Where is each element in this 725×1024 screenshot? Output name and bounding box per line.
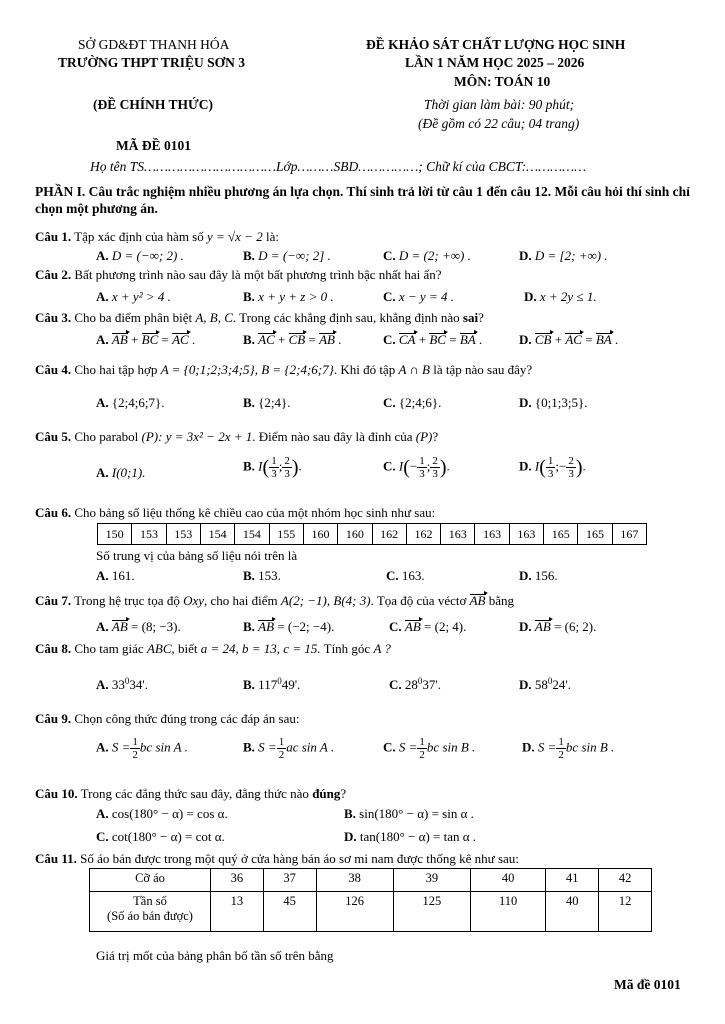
q6-subtext: Số trung vị của bảng số liệu nói trên là [96, 548, 298, 563]
school-name [58, 55, 245, 71]
q2-options [96, 289, 676, 305]
question-9 [35, 711, 695, 727]
q6-data-cell: 165 [578, 524, 612, 545]
q7-option-a[interactable]: A. AB = (8; −3). [96, 619, 181, 634]
q8-label: Câu 8. [35, 641, 72, 656]
q5-text-pre: Cho parabol [74, 429, 139, 444]
q11-size-cell: 42 [599, 869, 652, 892]
q4-text-pre: Cho hai tập hợp [74, 362, 158, 377]
q2-label: Câu 2. [35, 267, 72, 282]
q8-text-pre: Cho tam giác [74, 641, 144, 656]
q5-option-b[interactable]: B. I( $\frac{1}{3}$ ; $\frac{2}{3}$ ). [243, 455, 302, 480]
q11-size-cell: 36 [211, 869, 264, 892]
exam-subject: MÔN: TOÁN 10 [454, 74, 551, 89]
q11-size-header: Cỡ áo [90, 869, 211, 892]
q6-options [96, 568, 676, 584]
q4-text-mid: . Khi đó tập [333, 362, 396, 377]
q9-option-a[interactable]: A. S = $\frac{1}{2}$ bc sin A . [96, 736, 188, 761]
q11-frequency-row [90, 892, 652, 932]
q8-text-mid: , biết [171, 641, 198, 656]
q11-size-cell: 38 [316, 869, 393, 892]
q6-data-cell: 162 [372, 524, 406, 545]
q11-frequency-cell: 13 [211, 892, 264, 932]
q3-option-d[interactable]: D. CB + AC = BA . [519, 332, 619, 347]
q10-option-c[interactable]: C. cot(180° − α) = cot α. [96, 829, 225, 844]
question-3 [35, 310, 695, 326]
q7-points: A(2; −1), B(4; 3) [280, 593, 371, 608]
q2-option-b[interactable]: B. x + y + z > 0 . [243, 289, 334, 304]
q6-data-cell: 163 [475, 524, 509, 545]
q5-parabola: (P): y = 3x² − 2x + 1 [141, 429, 253, 444]
q11-frequency-cell: 110 [470, 892, 545, 932]
q7-vector: AB [469, 593, 486, 608]
q9-option-d[interactable]: D. S = $\frac{1}{2}$ bc sin B . [522, 736, 615, 761]
q5-option-a[interactable]: A. I(0;1). [96, 465, 146, 480]
q5-option-d[interactable]: D. I( $\frac{1}{3}$ ;− $\frac{2}{3}$ ). [519, 455, 586, 480]
q8-option-d[interactable]: D. $58^024'$. [519, 676, 571, 692]
q3-option-a[interactable]: A. AB + BC = AC . [96, 332, 196, 347]
q6-option-b[interactable]: B. 153. [243, 568, 281, 583]
q5-text-mid: . Điểm nào sau đây là đỉnh của [252, 429, 413, 444]
q6-data-cell: 163 [441, 524, 475, 545]
q9-label: Câu 9. [35, 711, 72, 726]
q2-text: Bất phương trình nào sau đây là một bất phương trình bậc nhất hai ẩn? [74, 267, 442, 282]
q11-frequency-cell: 126 [316, 892, 393, 932]
q6-data-cell: 167 [612, 524, 646, 545]
q4-sets: A = {0;1;2;3;4;5}, B = {2;4;6;7} [160, 362, 334, 377]
q1-tail: là: [265, 229, 279, 244]
q4-intersection: A ∩ B [398, 362, 430, 377]
q6-data-cell: 153 [132, 524, 166, 545]
q5-text-post: ? [432, 429, 439, 444]
q4-label: Câu 4. [35, 362, 72, 377]
q3-option-c[interactable]: C. CA + BC = BA . [383, 332, 483, 347]
q3-emphasis: sai [462, 310, 479, 325]
q7-system: Oxy [183, 593, 205, 608]
q10-options-row1 [96, 806, 676, 822]
q3-options [96, 332, 676, 348]
q8-triangle: ABC [146, 641, 172, 656]
q6-data-table [97, 523, 647, 545]
exam-title: ĐỀ KHẢO SÁT CHẤT LƯỢNG HỌC SINH [366, 37, 626, 52]
q7-option-c[interactable]: C. AB = (2; 4). [389, 619, 467, 634]
q9-option-c[interactable]: C. S = $\frac{1}{2}$ bc sin B . [383, 736, 476, 761]
q10-emphasis: đúng [312, 786, 341, 801]
q1-option-a[interactable]: A. D = (−∞; 2) . [96, 248, 184, 263]
q4-option-a[interactable]: A. {2;4;6;7}. [96, 395, 165, 410]
q5-options [96, 455, 676, 481]
q6-option-d[interactable]: D. 156. [519, 568, 558, 583]
q1-option-b[interactable]: B. D = (−∞; 2] . [243, 248, 331, 263]
q11-subtext: Giá trị mốt của bảng phân bố tần số trên bằng [96, 948, 334, 963]
q8-option-c[interactable]: C. $28^037'$. [389, 676, 441, 692]
q11-frequency-cell: 125 [393, 892, 470, 932]
q5-option-c[interactable]: C. I(− $\frac{1}{3}$ ; $\frac{2}{3}$ ). [383, 455, 450, 480]
q7-text-mid2: . Tọa độ của véctơ [370, 593, 467, 608]
q5-p: (P) [415, 429, 433, 444]
q11-size-cell: 41 [546, 869, 599, 892]
q4-option-c[interactable]: C. {2;4;6}. [383, 395, 442, 410]
q3-text-post: ? [478, 310, 484, 325]
q6-data-cell: 153 [166, 524, 200, 545]
q6-data-cell: 165 [544, 524, 578, 545]
q10-label: Câu 10. [35, 786, 78, 801]
q1-label: Câu 1. [35, 229, 72, 244]
q10-options-row2 [96, 829, 676, 845]
q6-data-cell: 150 [98, 524, 132, 545]
q4-option-d[interactable]: D. {0;1;3;5}. [519, 395, 588, 410]
q7-text-post: bằng [488, 593, 515, 608]
q6-text: Cho bảng số liệu thống kê chiều cao của một nhóm học sinh như sau: [74, 505, 436, 520]
q5-label: Câu 5. [35, 429, 72, 444]
q2-option-c[interactable]: C. x − y = 4 . [383, 289, 454, 304]
q11-size-row [90, 869, 652, 892]
q9-options [96, 736, 676, 762]
footer-exam-code: Mã đề 0101 [614, 977, 681, 992]
q6-data-cell: 155 [269, 524, 303, 545]
q3-option-b[interactable]: B. AC + CB = AB . [243, 332, 342, 347]
student-info-line: Họ tên TS……………………………Lớp………SBD……………; Chữ kí của CBCT:…………… [90, 159, 587, 174]
q8-sides: a = 24, b = 13, c = 15. [200, 641, 321, 656]
q8-option-a[interactable]: A. $33^034'$. [96, 676, 148, 692]
question-5 [35, 429, 695, 445]
q11-frequency-header: Tần số (Số áo bán được) [90, 892, 211, 932]
q7-text-mid: , cho hai điểm [204, 593, 278, 608]
q1-function: y = √x − 2 [206, 229, 263, 244]
q7-option-b[interactable]: B. AB = (−2; −4). [243, 619, 335, 634]
q11-frequency-cell: 12 [599, 892, 652, 932]
q4-options [96, 395, 676, 411]
q2-option-d[interactable]: D. x + 2y ≤ 1. [524, 289, 597, 304]
exam-time: Thời gian làm bài: 90 phút; [424, 97, 575, 112]
official-label: (ĐỀ CHÍNH THỨC) [93, 97, 214, 112]
q6-data-cell: 163 [509, 524, 543, 545]
question-6 [35, 505, 695, 521]
question-7 [35, 593, 695, 609]
q6-data-cell: 160 [303, 524, 337, 545]
q9-text: Chọn công thức đúng trong các đáp án sau: [74, 711, 300, 726]
q4-option-b[interactable]: B. {2;4}. [243, 395, 291, 410]
q11-text: Số áo bán được trong một quý ở cửa hàng bán áo sơ mi nam được thống kê như sau: [80, 851, 519, 866]
q8-angle: A ? [373, 641, 391, 656]
q10-text-post: ? [340, 786, 347, 801]
q11-frequency-cell: 45 [263, 892, 316, 932]
q7-option-d[interactable]: D. AB = (6; 2). [519, 619, 597, 634]
q11-label: Câu 11. [35, 851, 77, 866]
q6-option-c[interactable]: C. 163. [386, 568, 425, 583]
q3-points: A, B, C [195, 310, 233, 325]
q10-option-d[interactable]: D. tan(180° − α) = tan α . [344, 829, 477, 844]
exam-code-label: MÃ ĐỀ 0101 [116, 138, 191, 153]
question-2 [35, 267, 695, 283]
q2-option-a[interactable]: A. x + y² > 4 . [96, 289, 171, 304]
q1-option-c[interactable]: C. D = (2; +∞) . [383, 248, 471, 263]
school-name-text: TRƯỜNG THPT TRIỆU SƠN 3 [58, 55, 246, 70]
question-8 [35, 641, 695, 657]
q6-data-cell: 160 [338, 524, 372, 545]
q9-option-b[interactable]: B. S = $\frac{1}{2}$ ac sin A . [243, 736, 335, 761]
q4-text-post: là tập nào sau đây? [433, 362, 533, 377]
q7-options [96, 619, 676, 635]
q6-data-cell: 154 [235, 524, 269, 545]
section-1-title: PHẦN I. Câu trắc nghiệm nhiều phương án lựa chọn. Thí sinh trả lời từ câu 1 đến câu 12. Mỗi câu hỏi thí sinh chỉ chọn một phương án. [35, 184, 690, 216]
q6-option-a[interactable]: A. 161. [96, 568, 135, 583]
question-11 [35, 851, 695, 867]
q7-label: Câu 7. [35, 593, 72, 608]
q6-label: Câu 6. [35, 505, 72, 520]
q11-frequency-cell: 40 [546, 892, 599, 932]
q8-options [96, 677, 676, 693]
q1-options [96, 248, 676, 264]
q11-size-cell: 40 [470, 869, 545, 892]
q10-option-b[interactable]: B. sin(180° − α) = sin α . [344, 806, 474, 821]
exam-pages: (Đề gồm có 22 câu; 04 trang) [418, 116, 580, 131]
q10-text-pre: Trong các đẳng thức sau đây, đẳng thức nào [80, 786, 309, 801]
q7-text-pre: Trong hệ trục tọa độ [74, 593, 180, 608]
q1-text: Tập xác định của hàm số [74, 229, 204, 244]
q8-option-b[interactable]: B. $117^049'$. [243, 676, 301, 692]
q6-data-cell: 154 [200, 524, 234, 545]
q3-text-mid: . Trong các khẳng định sau, khẳng định nào [232, 310, 460, 325]
q6-data-row [98, 524, 647, 545]
department-name: SỞ GD&ĐT THANH HÓA [78, 37, 230, 52]
q10-option-a[interactable]: A. cos(180° − α) = cos α. [96, 806, 228, 821]
exam-round: LẦN 1 NĂM HỌC 2025 – 2026 [405, 55, 585, 70]
question-10 [35, 786, 695, 802]
q8-text-post: Tính góc [323, 641, 371, 656]
q6-data-cell: 162 [406, 524, 440, 545]
q3-text-pre: Cho ba điểm phân biệt [74, 310, 193, 325]
q11-size-cell: 39 [393, 869, 470, 892]
question-1 [35, 229, 695, 245]
q11-frequency-table [89, 868, 652, 932]
question-4 [35, 362, 695, 378]
q1-option-d[interactable]: D. D = [2; +∞) . [519, 248, 608, 263]
q3-label: Câu 3. [35, 310, 72, 325]
q11-size-cell: 37 [263, 869, 316, 892]
